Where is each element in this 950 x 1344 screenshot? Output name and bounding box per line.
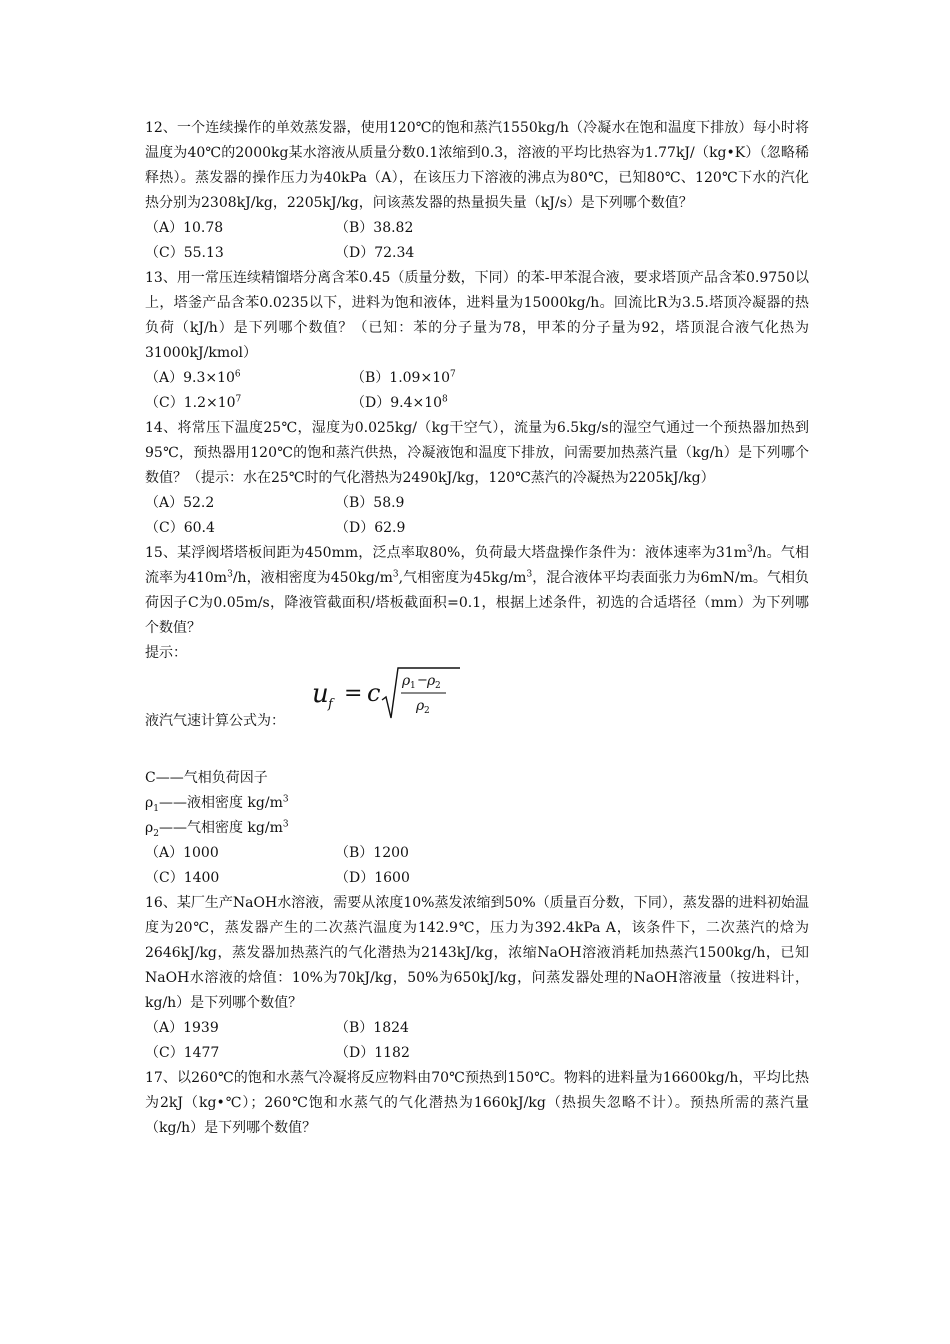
question-15-options-row-1 — [145, 841, 809, 866]
formula-rho1: ρ — [402, 673, 411, 689]
question-15-option-d: （D）1600 — [335, 870, 410, 886]
question-12-options-row-1 — [145, 216, 809, 241]
question-15-text: 15、某浮阀塔塔板间距为450mm，泛点率取80%，负荷最大塔盘操作条件为：液体速率为$31m^3/h$。气相流率为$410m^3/h$，液相密度为$450kg/m^3$,气相密度为$45kg/m^3$，混合液体平均表面张力为6mN/m。气相负荷因子C为0.05m/s，降液管截面积/塔板截面积=0.1，根据上述条件，初选的合适塔径（mm）为下列哪个数值？ — [145, 544, 810, 636]
question-15-option-c: （C）1400 — [145, 870, 220, 886]
question-16-option-d: （D）1182 — [335, 1045, 410, 1061]
formula-rho2-subscript: 2 — [435, 681, 441, 691]
question-15-option-a: （A）1000 — [145, 845, 219, 861]
question-13-option-c: $(C)1.2\times 10^7$ — [145, 394, 242, 411]
question-12-text: 12、一个连续操作的单效蒸发器，使用120℃的饱和蒸汽1550kg/h（冷凝水在饱和温度下排放）每小时将温度为40℃的2000kg某水溶液从质量分数0.1浓缩到0.3，溶液的平均比热容为1.77kJ/（kg•K）（忽略稀释热）。蒸发器的操作压力为40kPa（A），在该压力下溶液的沸点为80℃，已知80℃、120℃下水的汽化热分别为2308kJ/kg，2205kJ/kg，问该蒸发器的热量损失量（kJ/s）是下列哪个数值？ — [145, 120, 809, 211]
flooding-velocity-formula-block — [145, 666, 809, 766]
question-12-option-c: （C）55.13 — [145, 245, 224, 261]
definition-c: C——气相负荷因子 — [145, 770, 268, 786]
question-12-options-row-2 — [145, 241, 809, 266]
question-15-hint: 提示： — [145, 645, 187, 661]
question-14-option-c: （C）60.4 — [145, 520, 215, 536]
question-14-text: 14、将常压下温度25℃，湿度为0.025kg/（kg干空气），流量为6.5kg/s的湿空气通过一个预热器加热到95℃，预热器用120℃的饱和蒸汽供热，冷凝液饱和温度下排放，问需要加热蒸汽量（kg/h）是下列哪个数值？（提示：水在25℃时的气化潜热为2490kJ/kg，120℃蒸汽的冷凝热为2205kJ/kg） — [145, 420, 809, 486]
formula-denominator-rho2: ρ — [416, 698, 425, 714]
question-16-options-row-2 — [145, 1041, 809, 1066]
question-13-text: 13、用一常压连续精馏塔分离含苯0.45（质量分数，下同）的苯-甲苯混合液，要求塔顶产品含苯0.9750以上，塔釜产品含苯0.0235以下，进料为饱和液体，进料量为15000kg/h。回流比R为3.5.塔顶冷凝器的热负荷（kJ/h）是下列哪个数值？（已知：苯的分子量为78，甲苯的分子量为92，塔顶混合液气化热为31000kJ/kmol） — [145, 270, 809, 361]
question-15-option-b: （B）1200 — [335, 845, 409, 861]
question-12-option-d: （D）72.34 — [335, 245, 415, 261]
question-12-option-b: （B）38.82 — [335, 220, 414, 236]
formula-rho1-subscript: 1 — [410, 681, 416, 691]
flooding-velocity-formula — [310, 666, 470, 728]
definition-rho1: $\rho_1——$液相密度 $kg/m^3$ — [145, 794, 289, 814]
question-16-option-c: （C）1477 — [145, 1045, 220, 1061]
question-14-option-d: （D）62.9 — [335, 520, 406, 536]
question-13-option-b: $(B)1.09\times 10^7$ — [351, 369, 456, 386]
question-12-option-a: （A）10.78 — [145, 220, 224, 236]
question-13-option-d: $(D)9.4\times 10^8$ — [351, 394, 448, 411]
formula-rho2: ρ — [427, 673, 436, 689]
question-13-option-a: $(A)9.3\times 10^6$ — [145, 369, 241, 386]
question-14-options-row-2 — [145, 516, 809, 541]
formula-label: 液汽气速计算公式为： — [145, 713, 285, 729]
question-14-option-b: （B）58.9 — [335, 495, 405, 511]
question-16-option-a: （A）1939 — [145, 1020, 219, 1036]
question-14-options-row-1 — [145, 491, 809, 516]
question-16-text: 16、某厂生产NaOH水溶液，需要从浓度10%蒸发浓缩到50%（质量百分数，下同），蒸发器的进料初始温度为20℃，蒸发器产生的二次蒸汽温度为142.9℃，压力为392.4kPa A，该条件下，二次蒸汽的焓为2646kJ/kg，蒸发器加热蒸汽的气化潜热为2143kJ/kg，浓缩NaOH溶液消耗加热蒸汽1500kg/h，已知NaOH水溶液的焓值：10%为70kJ/kg，50%为650kJ/kg，问蒸发器处理的NaOH溶液量（按进料计，kg/h）是下列哪个数值？ — [145, 895, 809, 1011]
formula-c: c — [367, 679, 381, 707]
question-16-options-row-1 — [145, 1016, 809, 1041]
definition-rho2: $\rho_2——$气相密度 $kg/m^3$ — [145, 819, 289, 839]
formula-denominator-subscript: 2 — [424, 706, 430, 716]
question-14-option-a: （A）52.2 — [145, 495, 215, 511]
formula-u: u — [312, 679, 329, 709]
document-page — [145, 116, 809, 1141]
formula-minus: − — [417, 673, 428, 688]
question-15-options-row-2 — [145, 866, 809, 891]
question-13-options-row-1 — [145, 366, 809, 391]
question-16-option-b: （B）1824 — [335, 1020, 409, 1036]
question-13-options-row-2 — [145, 391, 809, 416]
question-17-text: 17、以260℃的饱和水蒸气冷凝将反应物料由70℃预热到150℃。物料的进料量为16600kg/h，平均比热为2kJ（kg•℃）；260℃饱和水蒸气的气化潜热为1660kJ/kg（热损失忽略不计）。预热所需的蒸汽量（kg/h）是下列哪个数值？ — [145, 1070, 809, 1136]
formula-equals: = — [344, 681, 363, 706]
formula-f-subscript: f — [328, 697, 333, 712]
